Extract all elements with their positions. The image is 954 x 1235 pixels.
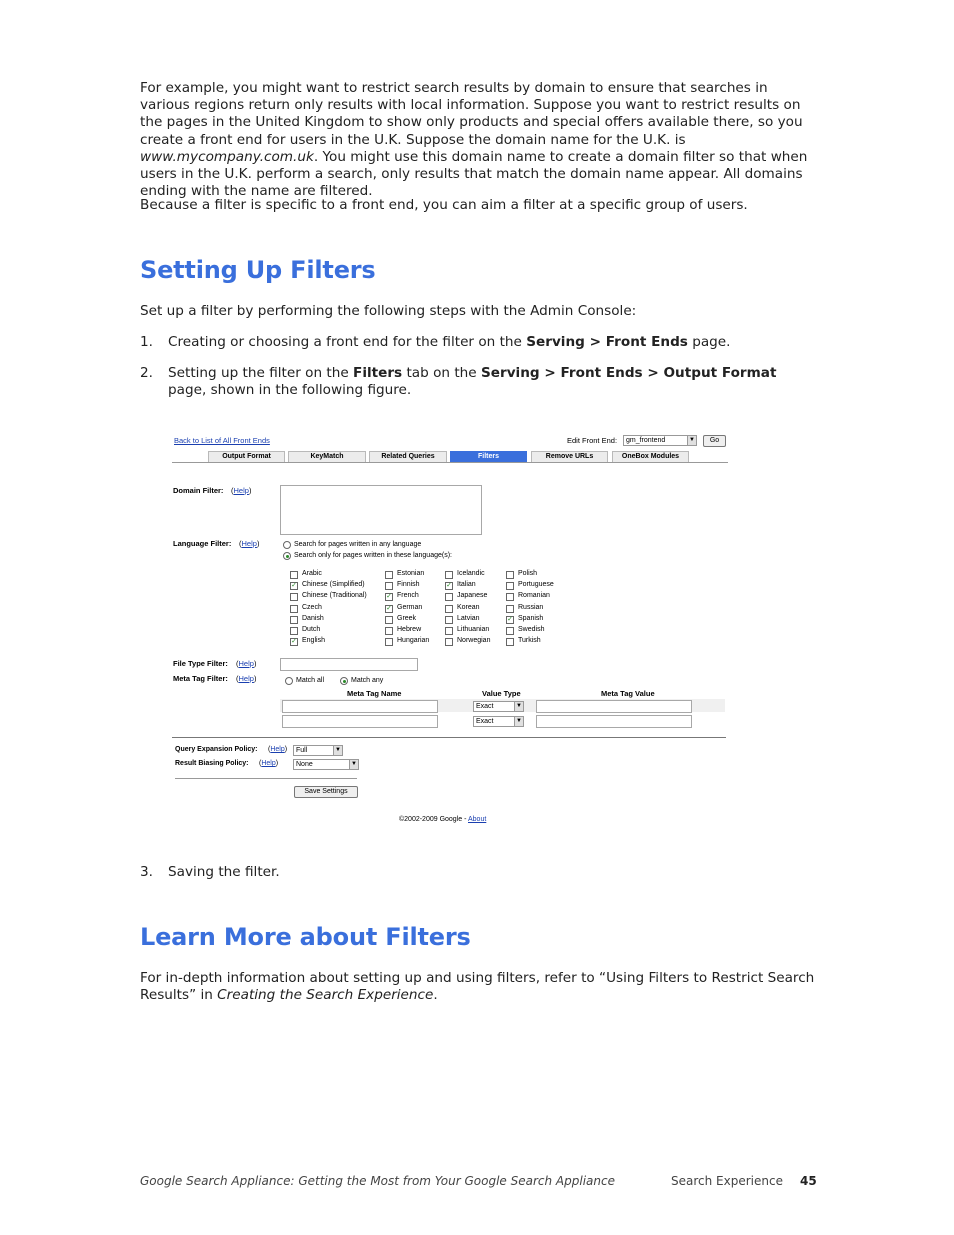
meta-tag-help-link[interactable]: Help [238, 674, 254, 683]
tab-keymatch[interactable]: KeyMatch [288, 451, 366, 462]
lang-any-radio[interactable] [283, 541, 291, 549]
lang-label-japanese: Japanese [457, 592, 488, 600]
tab-divider [172, 462, 728, 463]
copyright: ©2002-2009 Google - About [399, 816, 487, 823]
lang-checkbox-italian[interactable]: ✓ [446, 582, 452, 590]
file-type-input[interactable] [280, 658, 418, 671]
lang-checkbox-chinese-traditional[interactable] [290, 593, 298, 601]
setup-lead: Set up a filter by performing the following steps with the Admin Console: [140, 303, 637, 319]
lang-checkbox-dutch[interactable] [290, 627, 298, 635]
footer-section: Search Experience [671, 1174, 783, 1188]
col-meta-tag-value: Meta Tag Value [601, 689, 655, 698]
file-type-filter-label: File Type Filter: [173, 659, 228, 668]
lang-any-label: Search for pages written in any language [294, 541, 422, 548]
col-value-type: Value Type [482, 689, 521, 698]
lang-label-latvian: Latvian [457, 614, 480, 622]
lang-label-hungarian: Hungarian [397, 637, 430, 645]
lang-label-lithuanian: Lithuanian [457, 626, 490, 633]
lang-only-radio[interactable] [283, 552, 291, 560]
learn-more-paragraph: For in-depth information about setting up and using filters, refer to “Using Filters to Restrict Search Results” in Creating the Search Experience. [140, 970, 815, 1004]
lang-checkbox-japanese[interactable] [445, 593, 453, 601]
lang-checkbox-arabic[interactable] [290, 571, 298, 579]
lang-label-dutch: Dutch [302, 626, 321, 633]
lang-checkbox-czech[interactable] [290, 605, 298, 613]
intro-paragraph: For example, you might want to restrict search results by domain to ensure that searches in various regions return only results with local information. Suppose you want to restrict results on the pages in the United Kingdom to show only products and special offers available there, so you create a front end for users in the U.K. Suppose the domain name for the U.K. is www.mycompany.com.uk. You might use this domain name to create a domain filter so that when users in the U.K. perform a search, only results that match the domain name appear. All domains ending with the name are filtered. [140, 80, 808, 200]
lang-label-english: English [302, 637, 325, 645]
section-divider [172, 737, 726, 738]
match-all-label: Match all [296, 677, 325, 684]
meta-tag-filter-label: Meta Tag Filter: [173, 674, 228, 683]
lang-checkbox-korean[interactable] [445, 605, 453, 613]
lang-checkbox-hebrew[interactable] [385, 627, 393, 635]
heading-setting-up-filters: Setting Up Filters [140, 256, 376, 284]
lang-checkbox-latvian[interactable] [445, 616, 453, 624]
footer-page-number: 45 [800, 1174, 817, 1188]
lang-checkbox-hungarian[interactable] [385, 638, 393, 646]
lang-label-korean: Korean [457, 603, 480, 611]
lang-label-chinese-simplified: Chinese (Simplified) [302, 581, 365, 589]
heading-learn-more: Learn More about Filters [140, 923, 471, 951]
filter-note-paragraph: Because a filter is specific to a front end, you can aim a filter at a specific group of users. [140, 197, 748, 213]
about-link[interactable]: About [468, 816, 487, 823]
lang-label-swedish: Swedish [518, 626, 545, 633]
lang-label-hebrew: Hebrew [397, 626, 422, 633]
lang-checkbox-german[interactable]: ✓ [386, 604, 392, 612]
lang-checkbox-swedish[interactable] [506, 627, 514, 635]
match-any-label: Match any [351, 677, 384, 684]
lang-label-estonian: Estonian [397, 570, 425, 577]
chevron-down-icon: ▼ [687, 436, 696, 445]
save-divider [175, 778, 357, 779]
file-type-help-link[interactable]: Help [238, 659, 254, 668]
tab-output-format[interactable]: Output Format [208, 451, 285, 462]
book-title: Creating the Search Experience [217, 987, 434, 1004]
col-meta-tag-name: Meta Tag Name [347, 689, 402, 698]
lang-label-icelandic: Icelandic [457, 570, 485, 577]
lang-checkbox-turkish[interactable] [506, 638, 514, 646]
chevron-down-icon: ▼ [514, 717, 523, 726]
value-type-select-1[interactable]: Exact ▼ [473, 701, 524, 712]
rb-help-link[interactable]: Help [261, 760, 276, 767]
lang-checkbox-estonian[interactable] [385, 571, 393, 579]
match-any-radio[interactable] [340, 677, 348, 685]
lang-label-polish: Polish [518, 570, 538, 577]
lang-label-spanish: Spanish [518, 614, 544, 622]
lang-checkbox-portuguese[interactable] [506, 582, 514, 590]
save-settings-button[interactable]: Save Settings [294, 786, 358, 798]
lang-label-turkish: Turkish [518, 637, 541, 645]
domain-filter-help-link[interactable]: Help [233, 486, 249, 495]
domain-example: www.mycompany.com.uk [140, 148, 314, 165]
match-all-radio[interactable] [285, 677, 293, 685]
lang-checkbox-icelandic[interactable] [445, 571, 453, 579]
lang-label-chinese-traditional: Chinese (Traditional) [302, 592, 367, 600]
rb-policy-select[interactable]: None ▼ [293, 759, 359, 770]
lang-label-italian: Italian [457, 581, 476, 589]
value-type-select-2[interactable]: Exact ▼ [473, 716, 524, 727]
lang-label-german: German [397, 603, 423, 611]
lang-checkbox-english[interactable]: ✓ [291, 638, 297, 646]
lang-checkbox-greek[interactable] [385, 616, 393, 624]
meta-name-input-1[interactable] [282, 700, 438, 713]
meta-value-input-1[interactable] [536, 700, 692, 713]
lang-label-arabic: Arabic [302, 570, 322, 577]
meta-name-input-2[interactable] [282, 715, 438, 728]
tab-onebox-modules[interactable]: OneBox Modules [612, 451, 689, 462]
rb-policy-label: Result Biasing Policy: [175, 760, 249, 767]
chevron-down-icon: ▼ [514, 702, 523, 711]
lang-only-label: Search only for pages written in these language(s): [294, 552, 452, 559]
lang-label-finnish: Finnish [397, 581, 420, 589]
domain-filter-textarea[interactable] [280, 485, 482, 535]
lang-checkbox-finnish[interactable] [385, 582, 393, 590]
lang-checkbox-russian[interactable] [506, 605, 514, 613]
lang-label-danish: Danish [302, 614, 324, 622]
meta-value-input-2[interactable] [536, 715, 692, 728]
language-filter-label: Language Filter: [173, 539, 232, 548]
lang-checkbox-norwegian[interactable] [445, 638, 453, 646]
qe-policy-select[interactable]: Full ▼ [293, 745, 343, 756]
back-link[interactable]: Back to List of All Front Ends [174, 436, 270, 445]
tab-related-queries[interactable]: Related Queries [369, 451, 447, 462]
front-end-select[interactable]: gm_frontend ▼ [623, 435, 697, 446]
lang-checkbox-french[interactable]: ✓ [386, 593, 392, 601]
qe-help-link[interactable]: Help [270, 746, 285, 753]
lang-label-french: French [397, 592, 419, 600]
lang-checkbox-romanian[interactable] [506, 593, 514, 601]
footer-doc-title: Google Search Appliance: Getting the Most from Your Google Search Appliance [140, 1174, 615, 1188]
lang-label-romanian: Romanian [518, 592, 550, 600]
chevron-down-icon: ▼ [333, 746, 342, 755]
language-filter-help-link[interactable]: Help [241, 539, 257, 548]
lang-checkbox-spanish[interactable]: ✓ [507, 615, 513, 623]
tab-filters[interactable]: Filters [450, 451, 527, 462]
lang-checkbox-danish[interactable] [290, 616, 298, 624]
lang-label-greek: Greek [397, 614, 417, 622]
filters-screenshot: Back to List of All Front Ends Edit Front End: gm_frontend ▼ Go Output Format KeyMatch Related Queries Filters Remove URLs OneBox Modules Domain Filter: (Help) Language Filter: (Help) Search for pages written in any language Search only for pages written in these language(s): Arabic ✓ Chinese (Simplified) Chinese (Traditional) Czech Danish Dutch ✓ English Estonian Finnish ✓ French ✓ German Greek Hebrew Hungarian Icelandic ✓ Italian Japanese Korean Latvian Lithuanian Norwegian Polish Portuguese Romanian Russian ✓ Spanish Swedish Turkish File Type Filter: (Help) Meta Tag Filter: (Help) Match all Match any Meta Tag Name Value Type Meta Tag Value Exact ▼ Exact ▼ Query Expansion Policy: (Help) Full ▼ Result Biasing Policy: (Help) None ▼ Save Settings ©2002-2009 Google - About [170, 428, 734, 832]
go-button[interactable]: Go [703, 435, 726, 447]
lang-label-czech: Czech [302, 603, 322, 611]
chevron-down-icon: ▼ [349, 760, 358, 769]
qe-policy-label: Query Expansion Policy: [175, 746, 258, 753]
edit-front-end-label: Edit Front End: [567, 436, 618, 445]
tab-remove-urls[interactable]: Remove URLs [531, 451, 608, 462]
lang-label-russian: Russian [518, 603, 544, 611]
lang-checkbox-chinese-simplified[interactable]: ✓ [291, 582, 297, 590]
domain-filter-label: Domain Filter: [173, 486, 224, 495]
lang-label-portuguese: Portuguese [518, 581, 554, 589]
lang-label-norwegian: Norwegian [457, 637, 491, 645]
lang-checkbox-lithuanian[interactable] [445, 627, 453, 635]
lang-checkbox-polish[interactable] [506, 571, 514, 579]
